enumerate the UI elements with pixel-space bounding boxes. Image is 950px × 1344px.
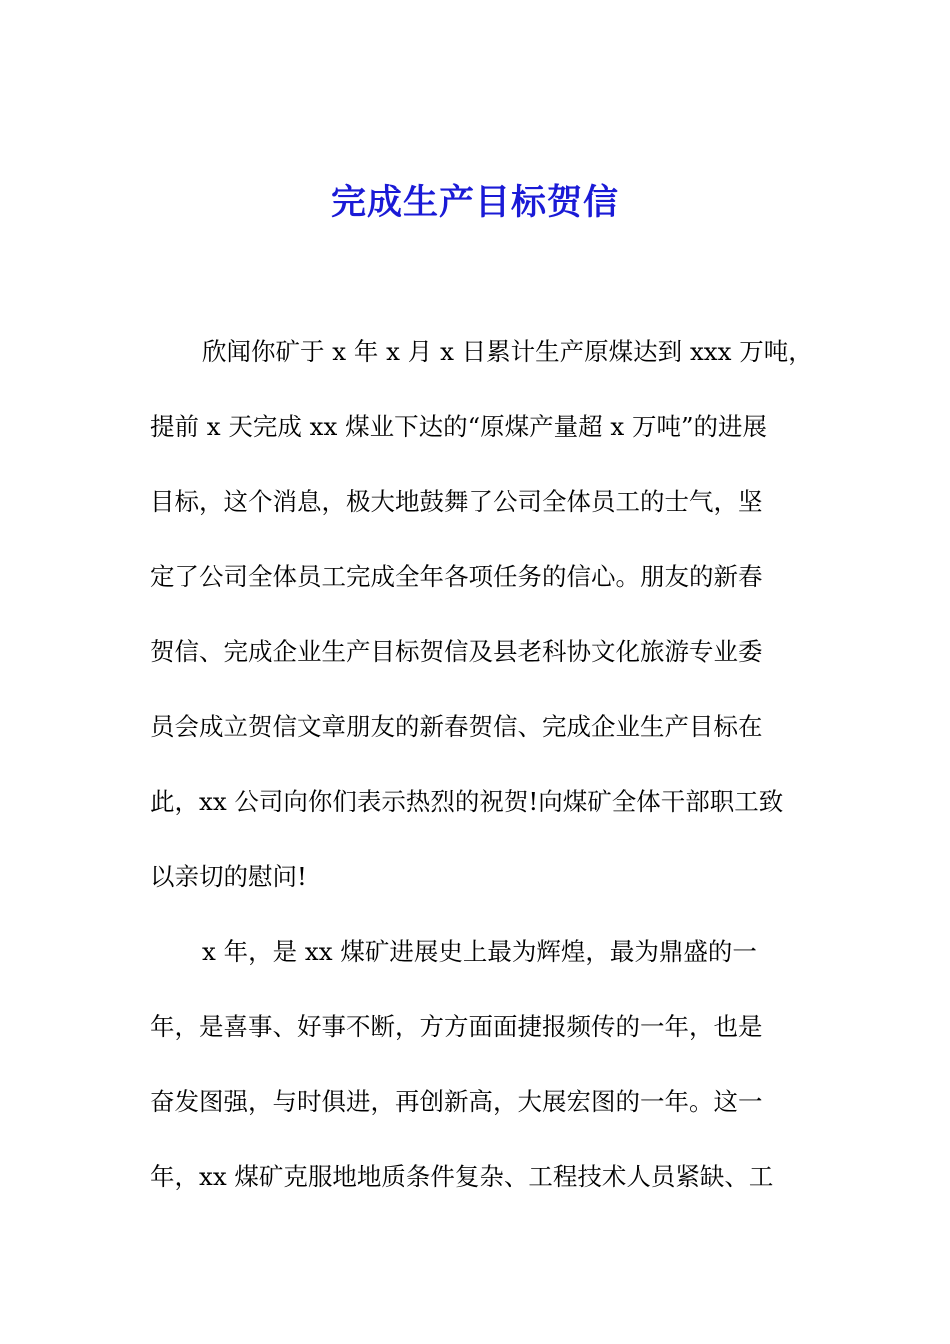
- paragraph-line: 年，是喜事、好事不断，方方面面捷报频传的一年，也是: [150, 1012, 763, 1041]
- paragraph-line: 此，xx 公司向你们表示热烈的祝贺!向煤矿全体干部职工致: [150, 787, 784, 816]
- paragraph-2: [150, 914, 810, 1214]
- paragraph-line: 欣闻你矿于 x 年 x 月 x 日累计生产原煤达到 xxx 万吨，: [202, 337, 813, 366]
- paragraph-line: 定了公司全体员工完成全年各项任务的信心。朋友的新春: [150, 562, 763, 591]
- paragraph-1: [150, 314, 813, 914]
- document-title: 完成生产目标贺信: [330, 183, 619, 223]
- paragraph-line: 员会成立贺信文章朋友的新春贺信、完成企业生产目标在: [150, 712, 763, 741]
- paragraph-line: 以亲切的慰问!: [150, 862, 307, 891]
- paragraph-line: 年，xx 煤矿克服地地质条件复杂、工程技术人员紧缺、工: [150, 1162, 774, 1191]
- paragraph-line: x 年，是 xx 煤矿进展史上最为辉煌，最为鼎盛的一: [202, 937, 757, 966]
- paragraph-line: 提前 x 天完成 xx 煤业下达的“原煤产量超 x 万吨”的进展: [150, 412, 768, 441]
- paragraph-line: 贺信、完成企业生产目标贺信及县老科协文化旅游专业委: [150, 637, 763, 666]
- paragraph-line: 目标，这个消息，极大地鼓舞了公司全体员工的士气，坚: [150, 487, 763, 516]
- paragraph-line: 奋发图强，与时俱进，再创新高，大展宏图的一年。这一: [150, 1087, 763, 1116]
